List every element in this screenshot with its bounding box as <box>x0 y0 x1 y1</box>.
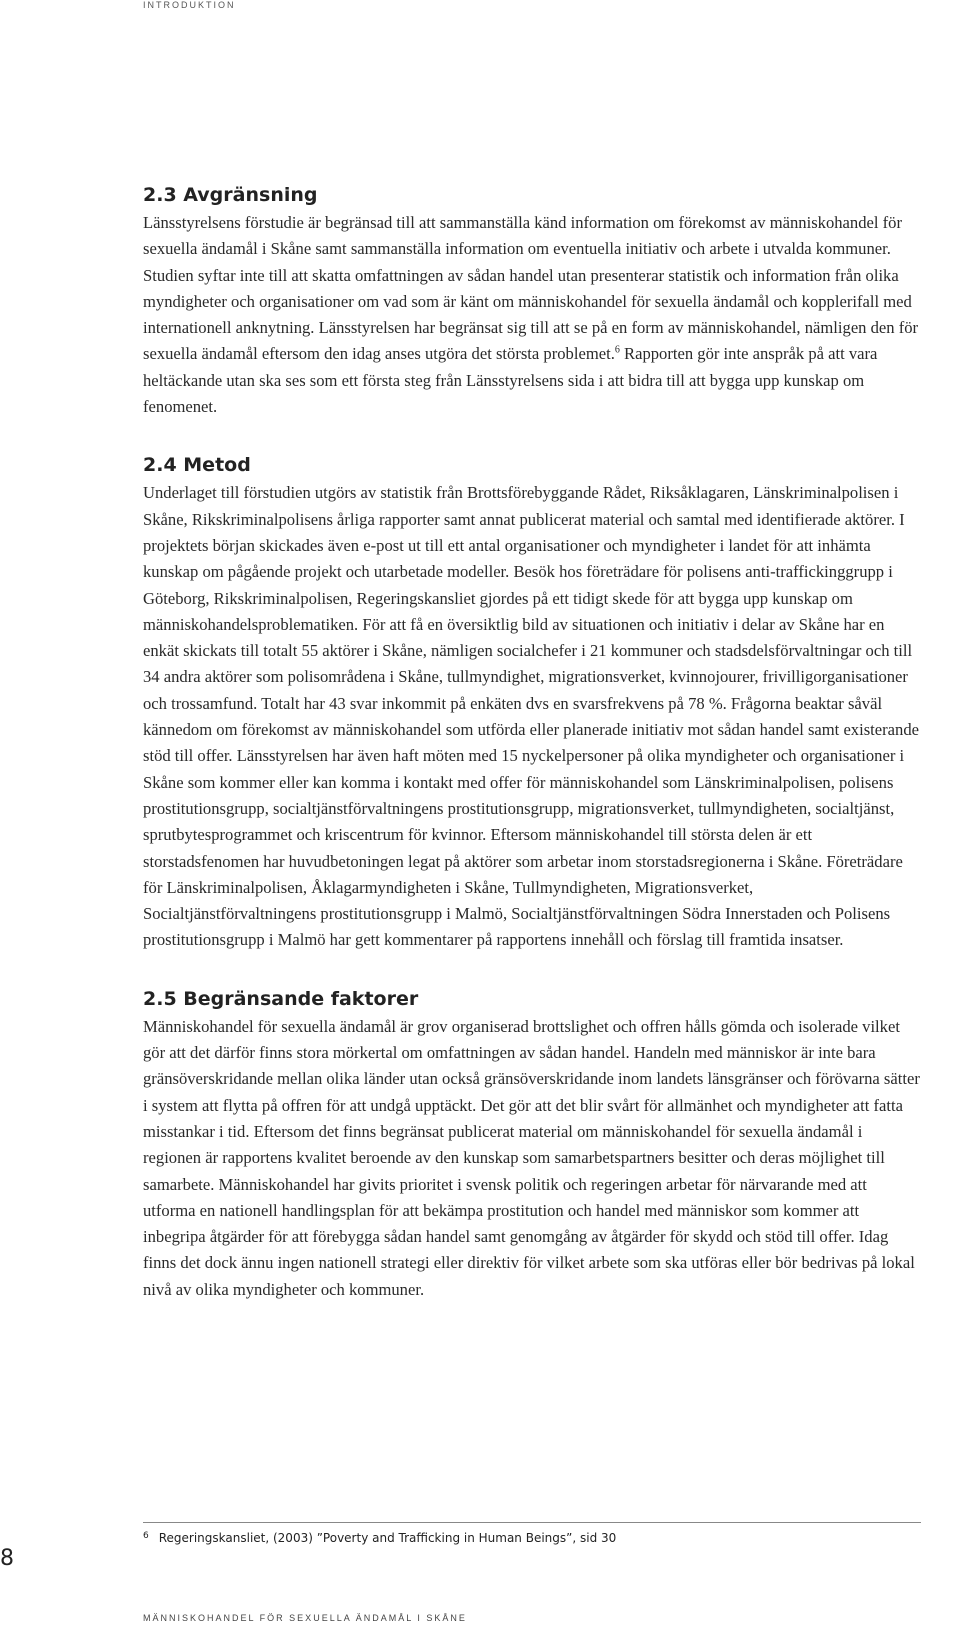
footnote-ref[interactable]: 6 <box>614 344 620 356</box>
footnote <box>143 1531 616 1545</box>
section-title: 2.5 Begränsande faktorer <box>143 987 419 1010</box>
section-paragraph: Underlaget till förstudien utgörs av statistik från Brottsförebyggande Rådet, Riksåklagaren, Länskriminalpolisen i Skåne, Rikskriminalpolisens årliga rapporter samt annat publicerat material och samtal med identifierade aktörer. I projektets början skickades även e-post ut till ett antal organisationer och myndigheter i landet för att inhämta kunskap om pågående projekt och utarbetade modeller. Besök hos företrädare för polisens anti-traffickinggrupp i Göteborg, Rikskriminalpolisen, Regeringskansliet gjordes på ett tidigt skede för att bygga upp kunskap om människohandelsproblematiken. För att få en översiktlig bild av situationen och initiativ i delar av Skåne har en enkät skickats till totalt 55 aktörer i Skåne, nämligen socialchefer i 21 kommuner och stadsdelsförvaltningar och till 34 andra aktörer som polisområdena i Skåne, tullmyndighet, migrationsverket, kvinnojourer, frivilligorganisationer och trossamfund. Totalt har 43 svar inkommit på enkäten dvs en svarsfrekvens på 78 %. Frågorna beaktar såväl kännedom om förekomst av människohandel som utförda eller planerade initiativ mot sådan handel samt existerande stöd till offer. Länsstyrelsen har även haft möten med 15 nyckelpersoner på olika myndigheter och organisationer i Skåne som kommer eller kan komma i kontakt med offer för människohandel som Länskriminalpolisen, polisens prostitutionsgrupp, socialtjänstförvaltningens prostitutionsgrupp, migrationsverket, tullmyndigheten, socialtjänst, sprutbytesprogrammet och kriscentrum för kvinnor. Eftersom människohandel till största delen är ett storstadsfenomen har huvudbetoningen legat på aktörer som arbetar inom storstadsregionerna i Skåne. Företrädare för Länskriminalpolisen, Åklagarmyndigheten i Skåne, Tullmyndigheten, Migrationsverket, Socialtjänstförvaltningens prostitutionsgrupp i Malmö, Socialtjänstförvaltningen Södra Innerstaden och Polisens prostitutionsgrupp i Malmö har gett kommentarer på rapportens innehåll och förslag till framtida insatser. <box>143 483 919 950</box>
section-avgransning <box>143 184 923 420</box>
section-paragraph: Människohandel för sexuella ändamål är grov organiserad brottslighet och offren hålls gömda och isolerade vilket gör att det därför finns stora mörkertal om omfattningen av sådan handel. Handeln med människor är inte bara gränsöverskridande mellan olika länder utan också gränsöverskridande inom landets länsgränser och förövarna sätter i system att flytta på offren för att undgå upptäckt. Det gör att det blir svårt för allmänhet och myndigheter att fatta misstankar i tid. Eftersom det finns begränsat publicerat material om människohandel för sexuella ändamål i regionen är rapportens kvalitet beroende av den kunskap som samarbetspartners besitter och deras möjlighet till samarbete. Människohandel har givits prioritet i svensk politik och regeringen arbetar för närvarande med att utforma en nationell handlingsplan för att bekämpa prostitution och handel med människor som kommer att inbegripa åtgärder för att förebygga sådan handel samt genomgång av åtgärder för skydd och stöd till offer. Idag finns det dock ännu ingen nationell strategi eller direktiv för vilket arbete som ska utföras eller bör bedrivas på lokal nivå av olika myndigheter och kommuner. <box>143 1016 920 1299</box>
paragraph-text: Länsstyrelsens förstudie är begränsad till att sammanställa känd information om förekomst av människohandel för sexuella ändamål i Skåne samt sammanställa information om eventuella initiativ och arbete i utvalda kommuner. Studien syftar inte till att skatta omfattningen av sådan handel utan presenterar statistik och information från olika myndigheter och organisationer om vad som är känt om människohandel för sexuella ändamål och kopplerifall med internationell anknytning. Länsstyrelsen har begränsat sig till att se på en form av människohandel, nämligen den för sexuella ändamål eftersom den idag anses utgöra det största problemet. <box>143 213 919 364</box>
running-head: INTRODUKTION <box>143 0 236 10</box>
page-number: 8 <box>0 1546 14 1571</box>
paragraph-text: Rapporten gör inte anspråk på att vara heltäckande utan ska ses som ett första steg från Länsstyrelsens sida i att bidra till att bygga upp kunskap om fenomenet. <box>143 344 878 417</box>
section-paragraph <box>143 210 923 420</box>
running-foot: MÄNNISKOHANDEL FÖR SEXUELLA ÄNDAMÅL I SKÅNE <box>143 1613 467 1623</box>
section-title: 2.4 Metod <box>143 454 251 477</box>
footnote-divider <box>143 1522 921 1523</box>
footnote-text: Regeringskansliet, (2003) ”Poverty and Trafficking in Human Beings”, sid 30 <box>158 1531 617 1545</box>
footnote-number: 6 <box>143 1531 149 1541</box>
main-content <box>143 184 923 1337</box>
section-begransande-faktorer <box>143 988 923 1303</box>
section-title: 2.3 Avgränsning <box>143 184 318 206</box>
section-metod <box>143 454 923 953</box>
